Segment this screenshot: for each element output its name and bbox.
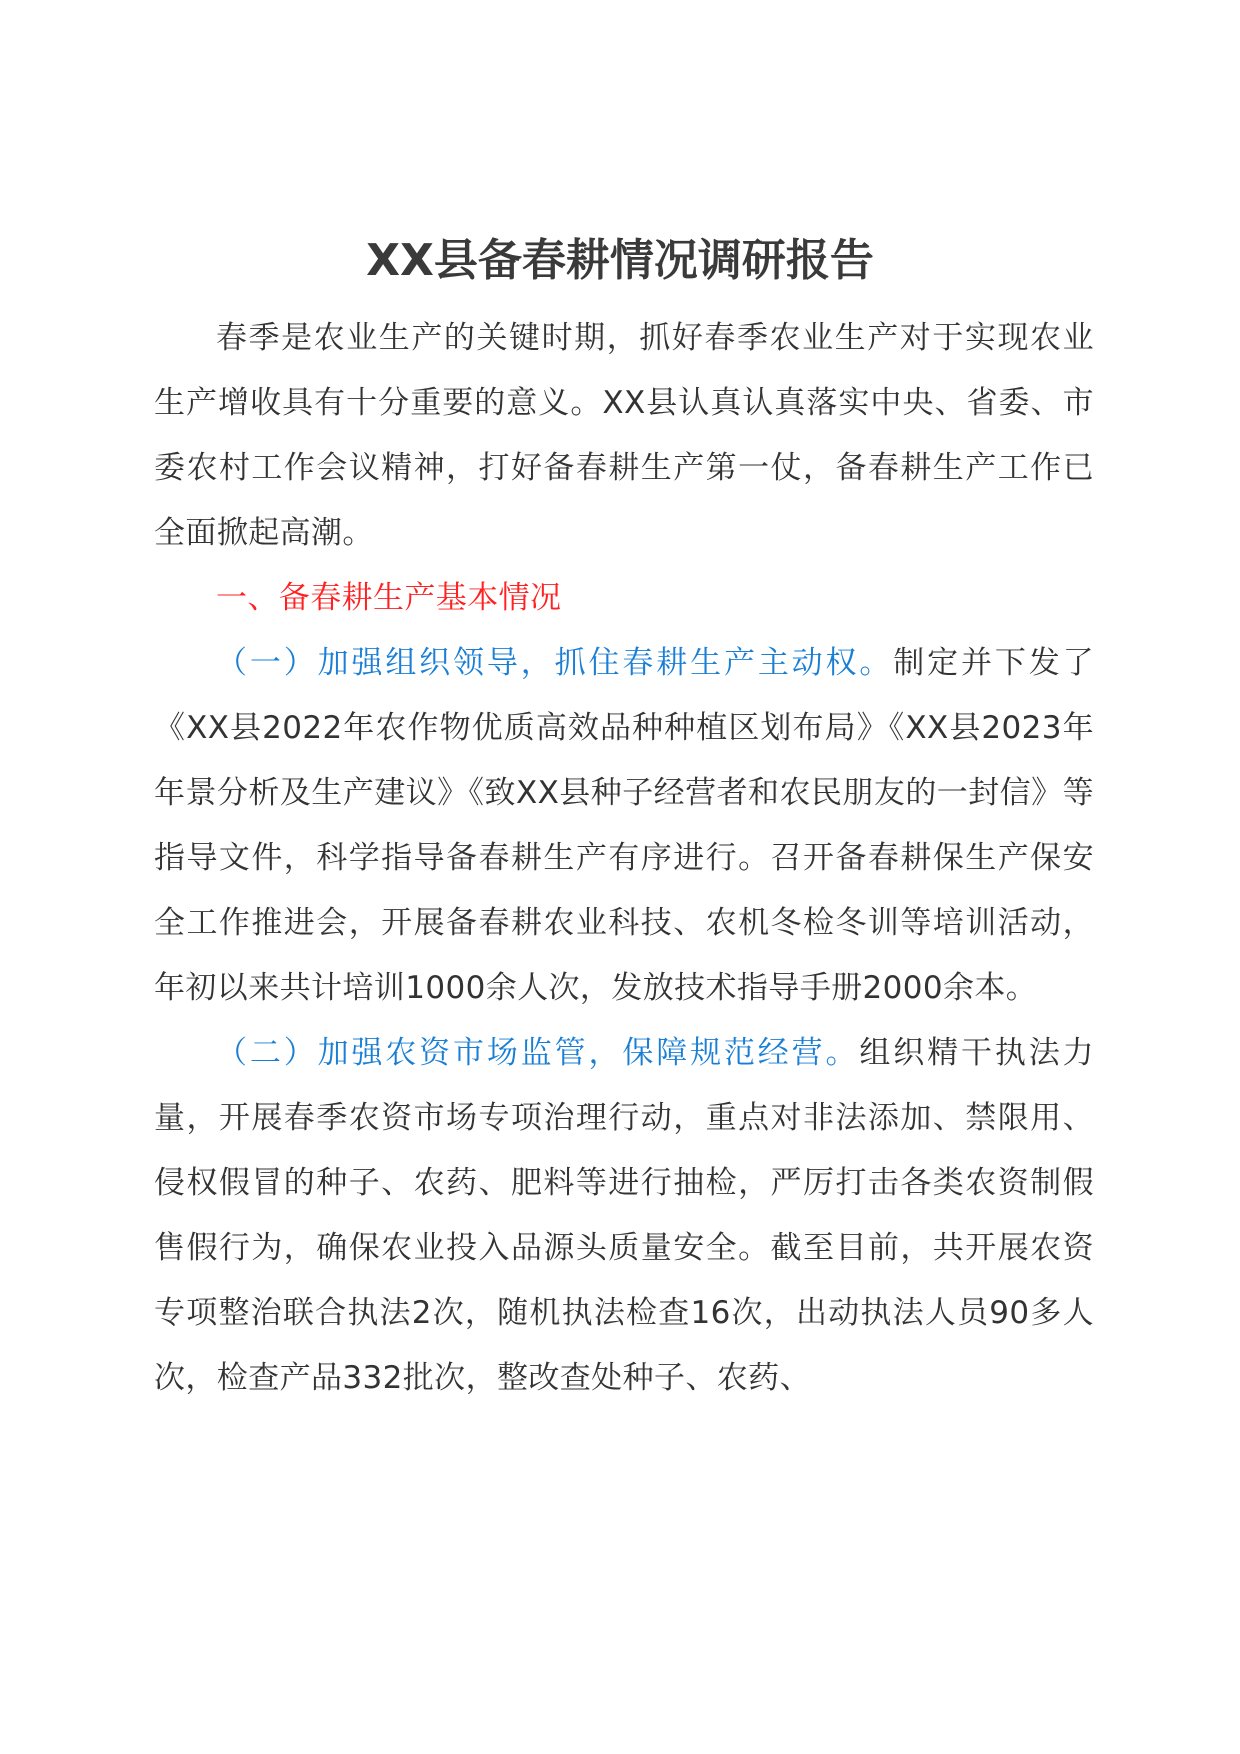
document-title: XX县备春耕情况调研报告 [366, 235, 874, 286]
intro-paragraph: 春季是农业生产的关键时期，抓好春季农业生产对于实现农业生产增收具有十分重要的意义。XX县认真认真落实中央、省委、市委农村工作会议精神，打好备春耕生产第一仗，备春耕生产工作已全面掀起高潮。 [154, 320, 1094, 551]
subsection-1-heading: （一）加强组织领导，抓住春耕生产主动权。 [216, 645, 894, 681]
subsection-1-paragraph [154, 631, 1094, 1021]
subsection-1-body: 制定并下发了《XX县2022年农作物优质高效品种种植区划布局》《XX县2023年年景分析及生产建议》《致XX县种子经营者和农民朋友的一封信》等指导文件，科学指导备春耕生产有序进行。召开备春耕保生产保安全工作推进会，开展备春耕农业科技、农机冬检冬训等培训活动，年初以来共计培训1000余人次，发放技术指导手册2000余本。 [154, 645, 1094, 1006]
section-heading: 一、备春耕生产基本情况 [216, 580, 562, 616]
subsection-2-body: 组织精干执法力量，开展春季农资市场专项治理行动，重点对非法添加、禁限用、侵权假冒的种子、农药、肥料等进行抽检，严厉打击各类农资制假售假行为，确保农业投入品源头质量安全。截至目前，共开展农资专项整治联合执法2次，随机执法检查16次，出动执法人员90多人次，检查产品332批次，整改查处种子、农药、 [154, 1035, 1094, 1396]
document-body [154, 306, 1094, 1411]
subsection-2-heading: （二）加强农资市场监管，保障规范经营。 [216, 1035, 860, 1071]
subsection-2-paragraph [154, 1021, 1094, 1411]
